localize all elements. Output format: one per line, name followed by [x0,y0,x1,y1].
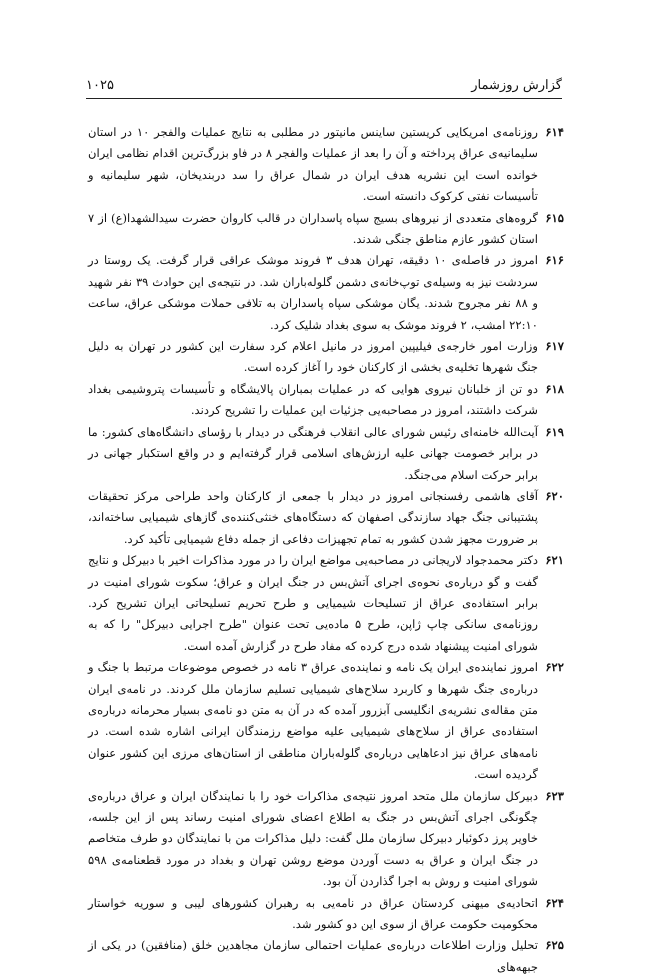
entry-item [88,208,564,251]
entry-number: ۶۲۵ [545,938,564,953]
entry-number: ۶۲۱ [545,553,564,568]
entry-text: امروز در فاصله‌ی ۱۰ دقیقه، تهران هدف ۳ فروند موشک عراقی قرار گرفت. یک روستا در سردشت نیز به وسیله‌ی توپ‌خانه‌ی دشمن گلوله‌باران شد. در نتیجه‌ی این حوادث ۳۹ نفر شهید و ۸۸ نفر مجروح شدند. یگان موشکی سپاه پاسداران به تلافی حملات موشکی عراق، ساعت ۲۲:۱۰ امشب، ۲ فروند موشک به سوی بغداد شلیک کرد. [88,253,538,332]
entry-text: دو تن از خلبانان نیروی هوایی که در عملیات بمباران پالایشگاه و تأسیسات پتروشیمی بغداد شرکت داشتند، امروز در مصاحبه‌یی جزئیات این عملیات را تشریح کردند. [88,381,538,418]
entry-text: دکتر محمدجواد لاریجانی در مصاحبه‌یی مواضع ایران را در مورد مذاکرات اخیر با دبیرکل و نتایج گفت و گو درباره‌ی نحوه‌ی اجرای آتش‌بس در جنگ ایران و عراق؛ سکوت شورای امنیت در برابر استفاده‌ی عراق از تسلیحات شیمیایی و طرح تحریم تسلیحاتی ایران تشریح کرد. روزنامه‌ی سانکی چاپ ژاپن، طرح ۵ ماده‌یی تحت عنوان "طرح اجرایی دبیرکل" را که به شورای امنیت پیشنهاد شده درج کرده که مفاد طرح در گزارش آمده است. [88,553,539,653]
entry-number: ۶۱۸ [545,381,564,396]
entry-item [88,336,564,379]
entry-number: ۶۱۶ [545,253,564,268]
running-title: گزارش روزشمار [471,78,562,93]
entry-text: وزارت امور خارجه‌ی فیلیپین امروز در مانیل اعلام کرد سفارت این کشور در تهران به دلیل جنگ شهرها تخلیه‌ی بخشی از کارکنان خود را آغاز کرده است. [88,339,538,375]
entry-text: روزنامه‌ی امریکایی کریستین ساینس مانیتور در مطلبی به نتایج عملیات والفجر ۱۰ در استان سلیمانیه‌ی عراق پرداخته و آن را بعد از عملیات والفجر ۸ در فاو بزرگ‌ترین اقدام نظامی ایران خوانده است این نشریه هدف ایران در شمال عراق را سد دربندیخان، شهر سلیمانیه و تأسیسات نفتی کرکوک دانسته است. [88,125,538,204]
entry-number: ۶۱۷ [545,339,564,354]
entry-item [88,550,564,657]
entry-number: ۶۱۵ [545,210,564,225]
entry-item [88,786,564,893]
entry-text: آقای هاشمی رفسنجانی امروز در دیدار با جمعی از کارکنان واحد طراحی مرکز تحقیقات پشتیبانی جنگ جهاد سازندگی اصفهان که دستگاه‌های خنثی‌کننده‌ی گازهای شیمیایی ساخته‌اند، بر ضرورت مجهز شدن کشور به تمام تجهیزات دفاعی از جمله دفاع شیمیایی تأکید کرد. [88,488,538,546]
entry-number: ۶۱۹ [545,424,564,439]
entry-text: گروه‌های متعددی از نیروهای بسیج سپاه پاسداران در قالب کاروان حضرت سیدالشهدا(ع) از ۷ استان کشور عازم مناطق جنگی شدند. [88,210,538,247]
entry-number: ۶۲۲ [545,660,564,675]
page-header [86,78,562,99]
entry-number: ۶۲۴ [545,895,564,910]
page-number: ۱۰۲۵ [86,78,114,93]
entry-number: ۶۲۳ [545,788,564,803]
entry-item [88,379,564,422]
entry-text: تحلیل وزارت اطلاعات درباره‌ی عملیات احتمالی سازمان مجاهدین خلق (منافقین) در یکی از جبهه‌های [88,938,538,974]
entry-item [88,935,564,978]
entry-item [88,422,564,486]
entry-item [88,657,564,785]
entry-item [88,122,564,208]
entry-number: ۶۲۰ [545,488,564,503]
entry-number: ۶۱۴ [545,125,564,139]
entry-item [88,893,564,936]
entry-text: اتحادیه‌ی میهنی کردستان عراق در نامه‌یی به رهبران کشورهای لیبی و سوریه خواستار محکومیت حکومت عراق از سوی این دو کشور شد. [88,895,538,932]
entries-list [88,122,564,978]
entry-text: امروز نماینده‌ی ایران یک نامه و نماینده‌ی عراق ۳ نامه در خصوص موضوعات مرتبط با جنگ و درباره‌ی جنگ شهرها و کاربرد سلاح‌های شیمیایی تسلیم سازمان ملل کردند. در نامه‌ی ایران متن مقاله‌ی نشریه‌ی انگلیسی آبزرور آمده که در آن به متن دو نامه‌ی بسیار محرمانه درباره‌ی استفاده‌ی عراق از سلاح‌های شیمیایی علیه مواضع رزمندگان ایرانی اشاره شده است. در نامه‌های عراق نیز ادعاهایی درباره‌ی گلوله‌باران مناطقی از استان‌های مرزی این کشور عنوان گردیده است. [88,660,538,782]
entry-item [88,250,564,336]
entry-item [88,486,564,550]
entry-text: آیت‌الله خامنه‌ای رئیس شورای عالی انقلاب فرهنگی در دیدار با رؤسای دانشگاه‌های کشور: ما در برابر خصومت جهانی علیه ارزش‌های اسلامی قرار گرفته‌ایم و در واقع استکبار جهانی در برابر حرکت اسلام می‌جنگد. [88,424,538,482]
entry-text: دبیرکل سازمان ملل متحد امروز نتیجه‌ی مذاکرات خود را با نمایندگان ایران و عراق درباره‌ی چگونگی اجرای آتش‌بس در جنگ به اطلاع اعضای شورای امنیت رساند پس از این جلسه، خاویر پرز دکوئیار دبیرکل سازمان ملل گفت: دلیل مذاکرات من با نمایندگان دو طرف متخاصم در جنگ ایران و عراق به دست آوردن موضع روشن تهران و بغداد در مورد قطعنامه‌ی ۵۹۸ شورای امنیت و روش به اجرا گذاردن آن بود. [88,788,538,889]
